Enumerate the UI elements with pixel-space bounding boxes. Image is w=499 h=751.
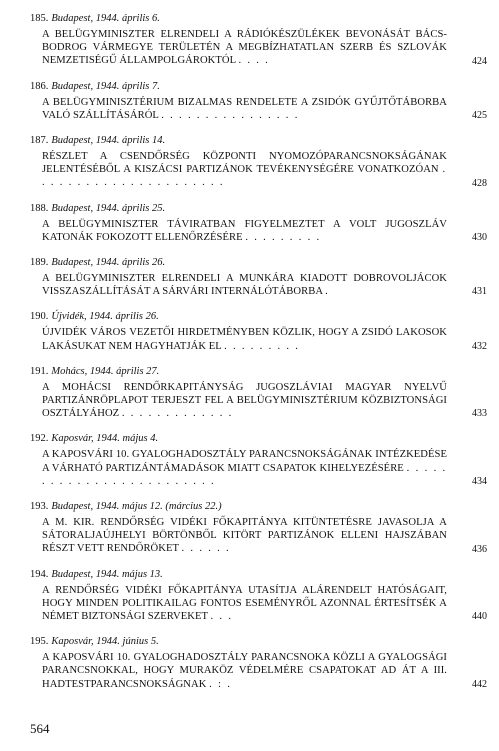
entry-place-date: Újvidék, 1944. április 26.: [51, 311, 159, 323]
leader-dots: . . . . . . . . . . . . . . . . . . . . . .: [42, 164, 447, 189]
entry-title-text: A M. KIR. RENDŐRSÉG VIDÉKI FŐKAPITÁNYA KITÜNTETÉSRE JAVASOLJA A SÁTORALJAÚJHELYI BÖRTÖNBŐL KITÖRT PARTIZÁNOK ELLENI HAJSZÁBAN RÉSZT VETT RENDŐRÖKET: [42, 517, 447, 555]
toc-entry: [30, 134, 487, 190]
toc-entry: [30, 365, 487, 421]
entry-place-date: Budapest, 1944. május 13.: [51, 568, 163, 580]
entry-body: [30, 584, 487, 624]
entry-title: [42, 150, 459, 190]
entry-place-date: Budapest, 1944. április 6.: [51, 13, 160, 24]
entry-header: [30, 365, 459, 378]
entry-title-text: A BELÜGYMINISZTER TÁVIRATBAN FIGYELMEZTET A VOLT JUGOSZLÁV KATONÁK FOKOZOTT ELLENŐRZÉSÉRE: [42, 218, 447, 243]
leader-dots: . . .: [210, 611, 233, 623]
entry-page-number: 434: [472, 476, 487, 488]
leader-dots: . . . . . . . . .: [224, 340, 300, 352]
entry-page-number: 431: [472, 286, 487, 298]
entry-header: [30, 635, 459, 648]
entry-header: [30, 432, 459, 445]
entry-body: [30, 96, 487, 122]
entry-number: 194.: [30, 568, 49, 580]
entry-header: [30, 12, 459, 25]
entry-place-date: Budapest, 1944. április 25.: [51, 202, 166, 214]
entry-title: [42, 448, 459, 488]
entry-place-date: Budapest, 1944. április 14.: [51, 135, 166, 147]
entry-place-date: Budapest, 1944. április 7.: [51, 80, 160, 92]
entry-title-text: A BELÜGYMINISZTER ELRENDELI A MUNKÁRA KIADOTT DOBROVOLJÁCOK VISSZASZÁLLÍTÁSÁT A SÁRVÁRI INTERNÁLÓTÁBORBA: [42, 273, 447, 298]
entry-place-date: Budapest, 1944. április 26.: [51, 257, 166, 269]
entry-body: [30, 272, 487, 298]
toc-entry: [30, 12, 487, 68]
entry-title-text: RÉSZLET A CSENDŐRSÉG KÖZPONTI NYOMOZÓPARANCSNOKSÁGÁNAK JELENTÉSÉBŐL A KISZÁCSI PARTIZÁNOK TEVÉKENYSÉGÉRE VONATKOZÓAN: [42, 151, 447, 176]
entry-page-number: 442: [472, 678, 487, 690]
entry-title: [42, 651, 459, 691]
entry-page-number: 433: [472, 408, 487, 420]
entry-page-number: 424: [472, 55, 487, 67]
entry-body: [30, 448, 487, 488]
entry-number: 192.: [30, 433, 49, 445]
entry-number: 190.: [30, 311, 49, 323]
entry-place-date: Budapest, 1944. május 12. (március 22.): [51, 501, 222, 513]
entry-title: [42, 272, 459, 298]
entry-title-text: A MOHÁCSI RENDŐRKAPITÁNYSÁG JUGOSZLÁVIAI MAGYAR NYELVŰ PARTIZÁNRÖPLAPOT TERJESZT FEL A BELÜGYMINISZTÉRIUM KÖZBIZTONSÁGI OSZTÁLYÁHOZ: [42, 381, 447, 420]
entry-page-number: 440: [472, 611, 487, 623]
page-number: 564: [30, 721, 50, 736]
entry-title: [42, 218, 459, 244]
entry-number: 187.: [30, 135, 49, 147]
entry-title: [42, 326, 459, 352]
entry-header: [30, 202, 459, 215]
entry-title-text: A KAPOSVÁRI 10. GYALOGHADOSZTÁLY PARANCSNOKSÁGÁNAK INTÉZKEDÉSE A VÁRHATÓ PARTIZÁNTÁMADÁSOK MIATT CSAPATOK KIHELYEZÉSÉRE: [42, 449, 447, 474]
entry-page-number: 436: [472, 543, 487, 555]
toc-entry: [30, 635, 487, 691]
leader-dots: . . . . . . . . . . . . . . . .: [161, 109, 300, 121]
entry-page-number: 430: [472, 232, 487, 244]
leader-dots: . . . . . . . . . . . . .: [121, 408, 234, 420]
toc-entry: [30, 568, 487, 624]
entry-header: [30, 568, 459, 581]
entry-number: 195.: [30, 636, 49, 648]
entry-header: [30, 80, 459, 93]
entry-place-date: Kaposvár, 1944. május 4.: [51, 433, 159, 445]
entry-number: 189.: [30, 257, 49, 269]
entry-title-text: ÚJVIDÉK VÁROS VEZETŐI HIRDETMÉNYBEN KÖZLIK, HOGY A ZSIDÓ LAKOSOK LAKÁSUKAT NEM HAGYHATJÁK EL: [42, 327, 447, 352]
toc-entry: [30, 256, 487, 298]
toc-entry: [30, 310, 487, 352]
leader-dots: . : .: [209, 678, 232, 690]
leader-dots: . . . . . . . . . . . . . . . . . . . . . . . . .: [42, 462, 447, 487]
entry-header: [30, 256, 459, 269]
entry-place-date: Mohács, 1944. április 27.: [51, 365, 160, 377]
toc-entry: [30, 80, 487, 122]
entry-body: [30, 651, 487, 691]
entry-number: 193.: [30, 501, 49, 513]
entry-title: [42, 584, 459, 624]
entry-body: [30, 150, 487, 190]
entry-body: [30, 381, 487, 421]
entry-title-text: A KAPOSVÁRI 10. GYALOGHADOSZTÁLY PARANCSNOKA KÖZLI A GYALOGSÁGI PARANCSNOKKAL, HOGY MURAKÖZ VÉDELMÉRE CSAPATOKAT AD ÁT A III. HADTESTPARANCSNOKSÁGNAK: [42, 652, 447, 690]
leader-dots: . . . .: [238, 55, 270, 67]
entry-title: [42, 96, 459, 122]
entry-number: 185.: [30, 13, 49, 24]
toc-entry: [30, 432, 487, 488]
entry-title: [42, 516, 459, 556]
entry-title-text: A BELÜGYMINISZTER ELRENDELI A RÁDIÓKÉSZÜLÉKEK BEVONÁSÁT BÁCS-BODROG VÁRMEGYE TERÜLETÉN A MEGBÍZHATATLAN SZERB ÉS SZLOVÁK NEMZETISÉGŰ ÁLLAMPOLGÁROKTÓL: [42, 29, 447, 67]
entry-body: [30, 516, 487, 556]
entry-header: [30, 134, 459, 147]
entry-page-number: 428: [472, 177, 487, 189]
entry-title: [42, 381, 459, 421]
toc-entry: [30, 500, 487, 556]
entry-place-date: Kaposvár, 1944. június 5.: [51, 636, 159, 648]
entry-number: 186.: [30, 80, 49, 92]
entry-body: [30, 28, 487, 68]
entry-title-text: A BELÜGYMINISZTÉRIUM BIZALMAS RENDELETE A ZSIDÓK GYŰJTŐTÁBORBA VALÓ SZÁLLÍTÁSÁRÓL: [42, 96, 447, 121]
entry-number: 188.: [30, 202, 49, 214]
entry-body: [30, 326, 487, 352]
entry-page-number: 425: [472, 110, 487, 122]
entry-header: [30, 310, 459, 323]
leader-dots: . . . . . . . . .: [245, 231, 321, 243]
leader-dots: .: [325, 286, 330, 298]
entry-title: [42, 28, 459, 68]
entry-number: 191.: [30, 365, 49, 377]
entry-page-number: 432: [472, 340, 487, 352]
toc-list: [30, 12, 487, 691]
entry-title-text: A RENDŐRSÉG VIDÉKI FŐKAPITÁNYA UTASÍTJA ALÁRENDELT HATÓSÁGAIT, HOGY MINDEN POLITIKAILAG FONTOS ESEMÉNYRŐL AZONNAL ÉRTESÍTSÉK A NÉMET BIZTONSÁGI SZERVEKET: [42, 584, 447, 623]
entry-header: [30, 500, 459, 513]
entry-body: [30, 218, 487, 244]
toc-entry: [30, 202, 487, 244]
leader-dots: . . . . . .: [181, 543, 231, 555]
